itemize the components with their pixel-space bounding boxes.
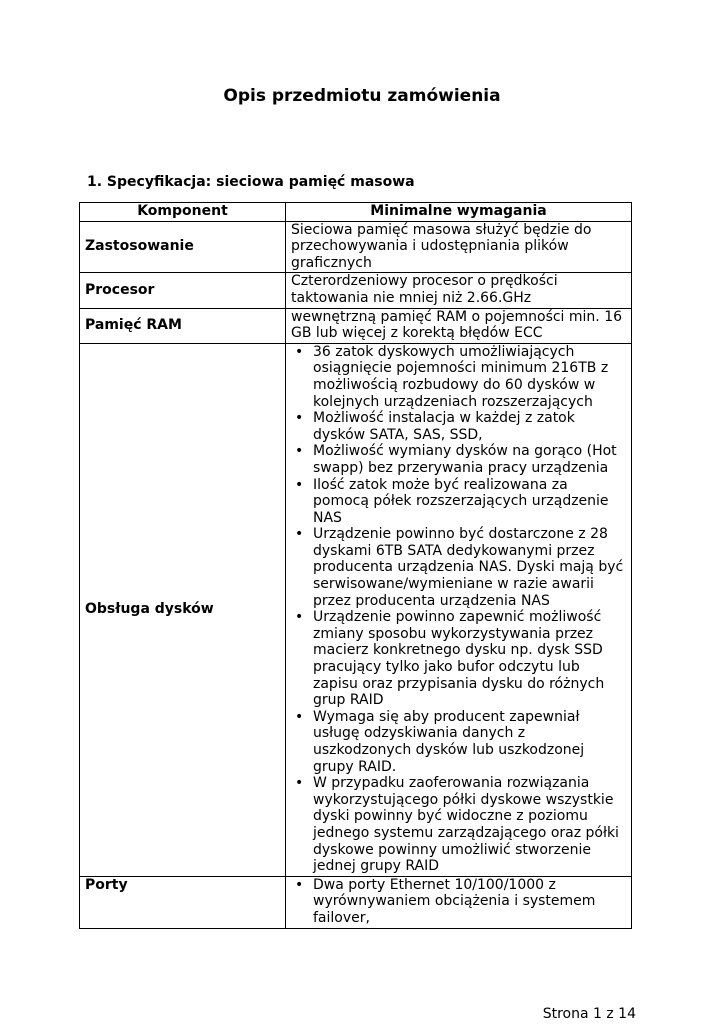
table-row [80,273,632,308]
list-item: • Dwa porty Ethernet 10/100/1000 z wyrównywaniem obciążenia i systemem failover, [295,876,596,926]
table-header-row [80,203,632,222]
row-value [286,876,632,928]
header-requirements: Minimalne wymagania [286,203,632,222]
row-value: wewnętrzną pamięć RAM o pojemności min. 16 GB lub więcej z korektą błędów ECC [286,308,632,343]
bullet-icon: • [295,775,304,792]
row-label: Procesor [80,273,286,308]
list-item: • Ilość zatok może być realizowana za pomocą półek rozszerzających urządzenie NAS [295,476,609,526]
row-label: Porty [80,876,286,928]
row-value: Sieciowa pamięć masowa służyć będzie do przechowywania i udostępniania plików graficznych [286,221,632,273]
list-item: • Możliwość wymiany dysków na gorąco (Hot swapp) bez przerywania pracy urządzenia [295,443,617,476]
row-label: Zastosowanie [80,221,286,273]
bullet-icon: • [295,609,304,626]
bullet-icon: • [295,708,304,725]
list-item: • W przypadku zaoferowania rozwiązania wykorzystującego półki dyskowe wszystkie dyski powinny być widoczne z poziomu jednego systemu zarządzającego oraz półki dyskowe powinny umożliwić stworzenie jednej grupy RAID [295,775,619,875]
header-component: Komponent [80,203,286,222]
specification-table [79,202,632,929]
bullet-list [291,344,626,875]
bullet-icon: • [295,476,304,493]
table-row [80,221,632,273]
list-item: • Możliwość instalacja w każdej z zatok dysków SATA, SAS, SSD, [295,410,575,443]
row-label: Pamięć RAM [80,308,286,343]
document-title: Opis przedmiotu zamówienia [223,86,501,106]
list-item: • Urządzenie powinno zapewnić możliwość zmiany sposobu wykorzystywania przez macierz konkretnego dysku np. dysk SSD pracujący tylko jako bufor odczytu lub zapisu oraz przypisania dysku do różnych grup RAID [295,609,605,709]
table-row [80,876,632,928]
list-item: • Urządzenie powinno być dostarczone z 28 dyskami 6TB SATA dedykowanymi przez producenta urządzenia NAS. Dyski mają być serwisowane/wymieniane w razie awarii przez producenta urządzenia NAS [295,526,624,609]
page-number: Strona 1 z 14 [542,1006,636,1022]
bullet-icon: • [295,876,304,893]
table-row [80,343,632,876]
bullet-icon: • [295,343,304,360]
list-item: • Wymaga się aby producent zapewniał usługę odzyskiwania danych z uszkodzonych dysków lub uszkodzonej grupy RAID. [295,708,585,775]
row-value [286,343,632,876]
bullet-icon: • [295,410,304,427]
bullet-icon: • [295,526,304,543]
table-row [80,308,632,343]
bullet-list [291,877,626,927]
section-heading: 1. Specyfikacja: sieciowa pamięć masowa [87,174,415,190]
bullet-icon: • [295,443,304,460]
row-value: Czterordzeniowy procesor o prędkości taktowania nie mniej niż 2.66.GHz [286,273,632,308]
list-item: • 36 zatok dyskowych umożliwiających osiągnięcie pojemności minimum 216TB z możliwością rozbudowy do 60 dysków w kolejnych urządzeniach rozszerzających [295,343,609,410]
row-label: Obsługa dysków [80,343,286,876]
